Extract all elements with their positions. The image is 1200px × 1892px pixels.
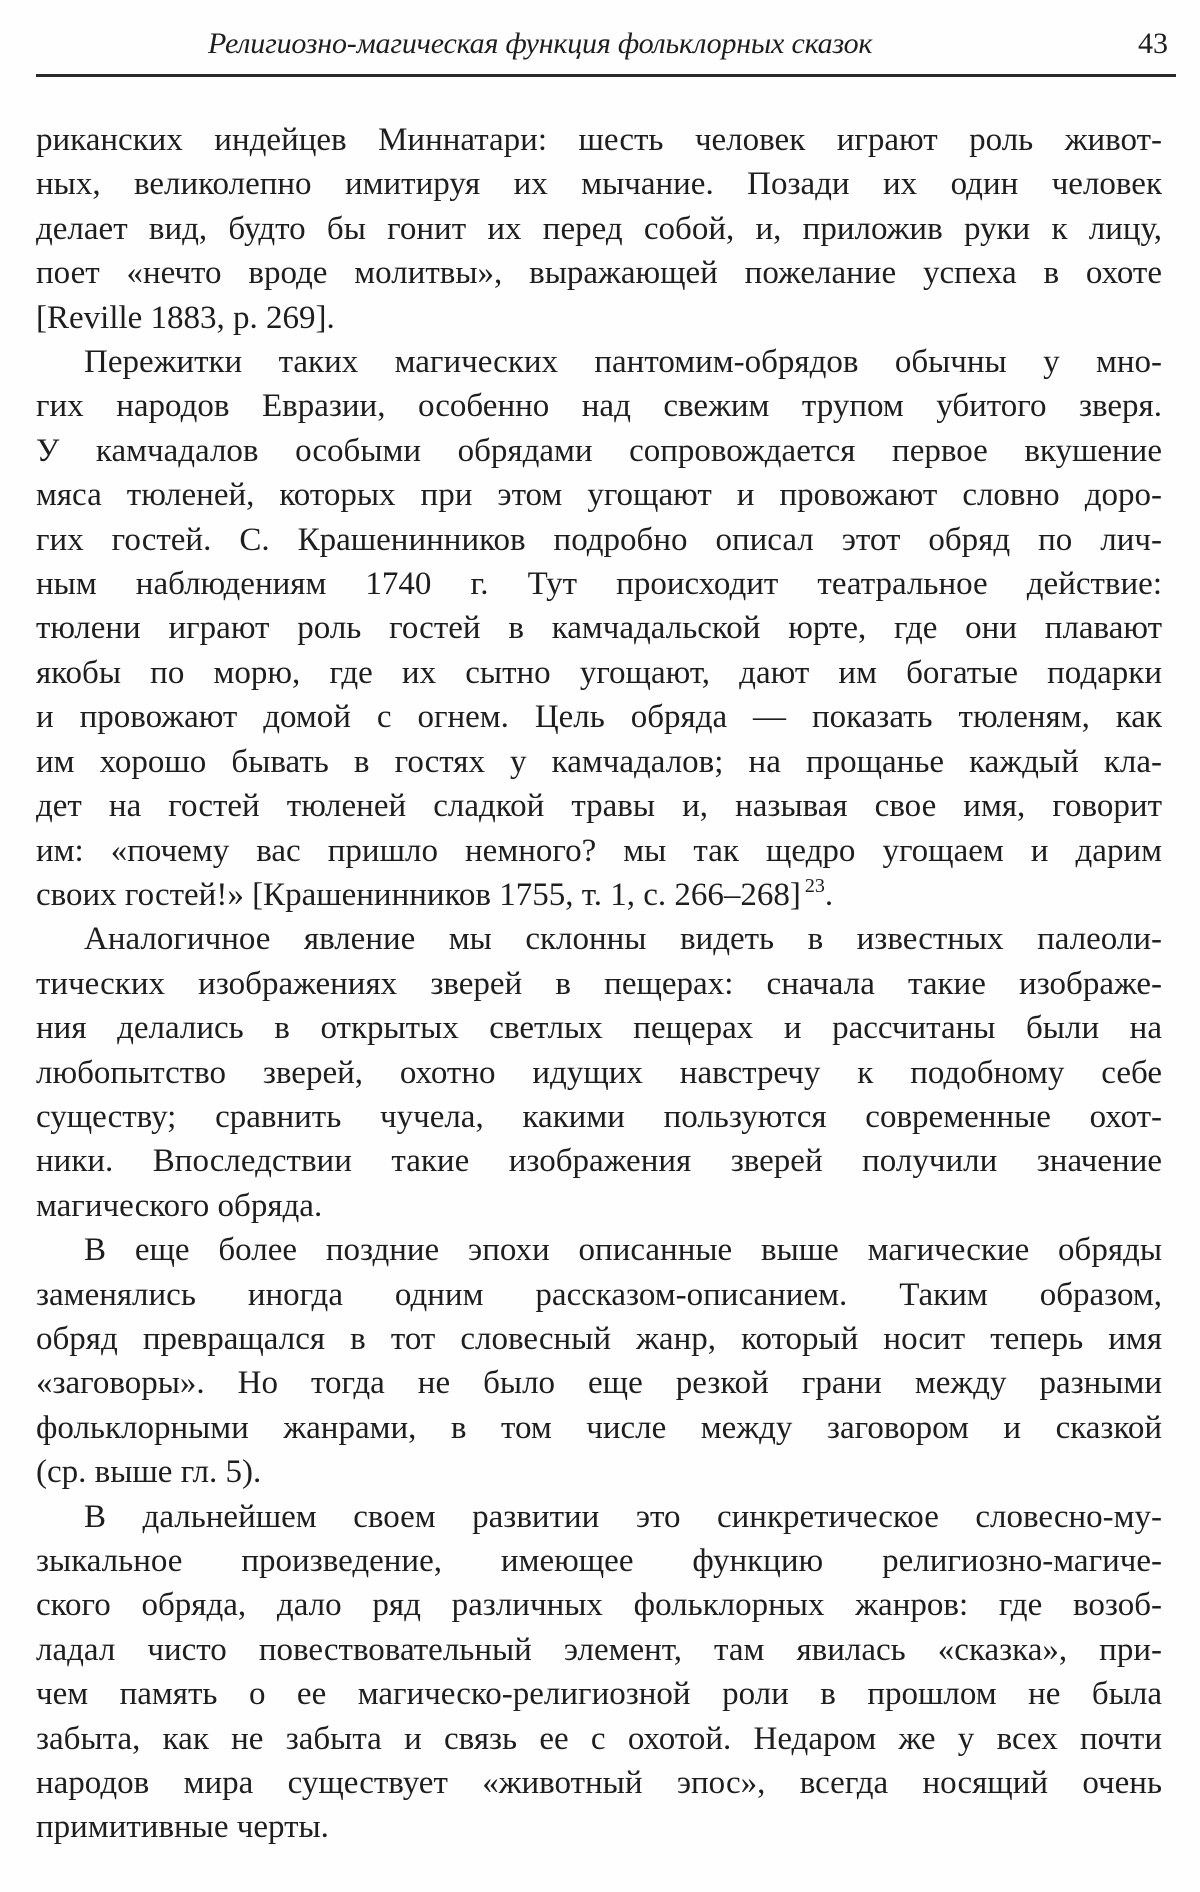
paragraph xyxy=(36,1228,1162,1494)
text-line: ным наблюдениям 1740 г. Тут происходит театральное действие: xyxy=(36,566,1162,603)
text-line: зыкальное произведение, имеющее функцию религиозно-магиче- xyxy=(36,1543,1162,1579)
text-line: риканских индейцев Миннатари: шесть человек играют роль живот- xyxy=(36,122,1162,158)
paragraph xyxy=(36,917,1162,1228)
text-line: и провожают домой с огнем. Цель обряда — показать тюленям, как xyxy=(36,699,1162,736)
text-line: заменялись иногда одним рассказом-описанием. Таким образом, xyxy=(36,1276,1162,1313)
text-line: Аналогичное явление мы склонны видеть в известных палеоли- xyxy=(84,921,1162,958)
text-line: [Reville 1883, p. 269]. xyxy=(36,299,335,336)
paragraph xyxy=(36,1495,1162,1850)
text-line: ных, великолепно имитируя их мычание. Позади их один человек xyxy=(36,166,1162,203)
text-line: примитивные черты. xyxy=(36,1809,329,1846)
text-line: Пережитки таких магических пантомим-обрядов обычны у мно- xyxy=(84,344,1162,381)
text-line: тических изображениях зверей в пещерах: сначала такие изображе- xyxy=(36,965,1162,1002)
paragraph xyxy=(36,118,1162,340)
text-line: магического обряда. xyxy=(36,1187,323,1224)
text-line: «заговоры». Но тогда не было еще резкой грани между разными xyxy=(36,1365,1162,1402)
running-title: Религиозно-магическая функция фольклорных сказок xyxy=(208,27,873,60)
text-line: ники. Впоследствии такие изображения зверей получили значение xyxy=(36,1143,1162,1180)
text-line: забыта, как не забыта и связь ее с охотой. Недаром же у всех почти xyxy=(36,1720,1162,1757)
text-line: чем память о ее магическо-религиозной роли в прошлом не была xyxy=(36,1676,1162,1713)
text-line: дет на гостей тюленей сладкой травы и, называя свое имя, говорит xyxy=(36,788,1162,825)
text-line: делает вид, будто бы гонит их перед собой, и, приложив руки к лицу, xyxy=(36,210,1162,247)
text-line: своих гостей!» [Крашенинников 1755, т. 1, с. 266–268] $^{23}$. xyxy=(36,874,834,913)
text-line: ладал чисто повествовательный элемент, там явилась «сказка», при- xyxy=(36,1631,1162,1668)
running-header xyxy=(36,24,1176,76)
text-line: поет «нечто вроде молитвы», выражающей пожелание успеха в охоте xyxy=(36,255,1162,292)
text-line: мяса тюленей, которых при этом угощают и провожают словно доро- xyxy=(36,477,1162,514)
text-line: любопытство зверей, охотно идущих навстречу к подобному себе xyxy=(36,1054,1162,1091)
body-text xyxy=(36,118,1162,1850)
text-line: народов мира существует «животный эпос», всегда носящий очень xyxy=(36,1765,1162,1802)
paragraph xyxy=(36,340,1162,917)
text-line: У камчадалов особыми обрядами сопровождается первое вкушение xyxy=(36,432,1162,469)
text-line: ния делались в открытых светлых пещерах и рассчитаны были на xyxy=(36,1010,1162,1047)
text-line: В дальнейшем своем развитии это синкретическое словесно-му- xyxy=(84,1498,1162,1535)
text-line: им: «почему вас пришло немного? мы так щедро угощаем и дарим xyxy=(36,832,1162,869)
header-rule xyxy=(36,74,1176,77)
text-line: гих народов Евразии, особенно над свежим трупом убитого зверя. xyxy=(36,388,1162,425)
text-line: фольклорными жанрами, в том числе между заговором и сказкой xyxy=(36,1409,1162,1446)
footnote-trailing-punctuation: . xyxy=(824,876,834,913)
text-line: им хорошо бывать в гостях у камчадалов; на прощанье каждый кла- xyxy=(36,743,1162,780)
page-number: 43 xyxy=(1138,27,1168,60)
text-line: якобы по морю, где их сытно угощают, дают им богатые подарки xyxy=(36,654,1162,691)
text-line: обряд превращался в тот словесный жанр, который носит теперь имя xyxy=(36,1320,1162,1357)
text-line: тюлени играют роль гостей в камчадальской юрте, где они плавают xyxy=(36,610,1162,647)
text-line: существу; сравнить чучела, какими пользуются современные охот- xyxy=(36,1098,1162,1135)
footnote-marker[interactable]: 23 xyxy=(804,874,825,897)
text-line: ского обряда, дало ряд различных фольклорных жанров: где возоб- xyxy=(36,1587,1162,1624)
text-line: гих гостей. С. Крашенинников подробно описал этот обряд по лич- xyxy=(36,521,1162,558)
text-line: (ср. выше гл. 5). xyxy=(36,1454,262,1491)
text-line: В еще более поздние эпохи описанные выше магические обряды xyxy=(84,1232,1162,1269)
